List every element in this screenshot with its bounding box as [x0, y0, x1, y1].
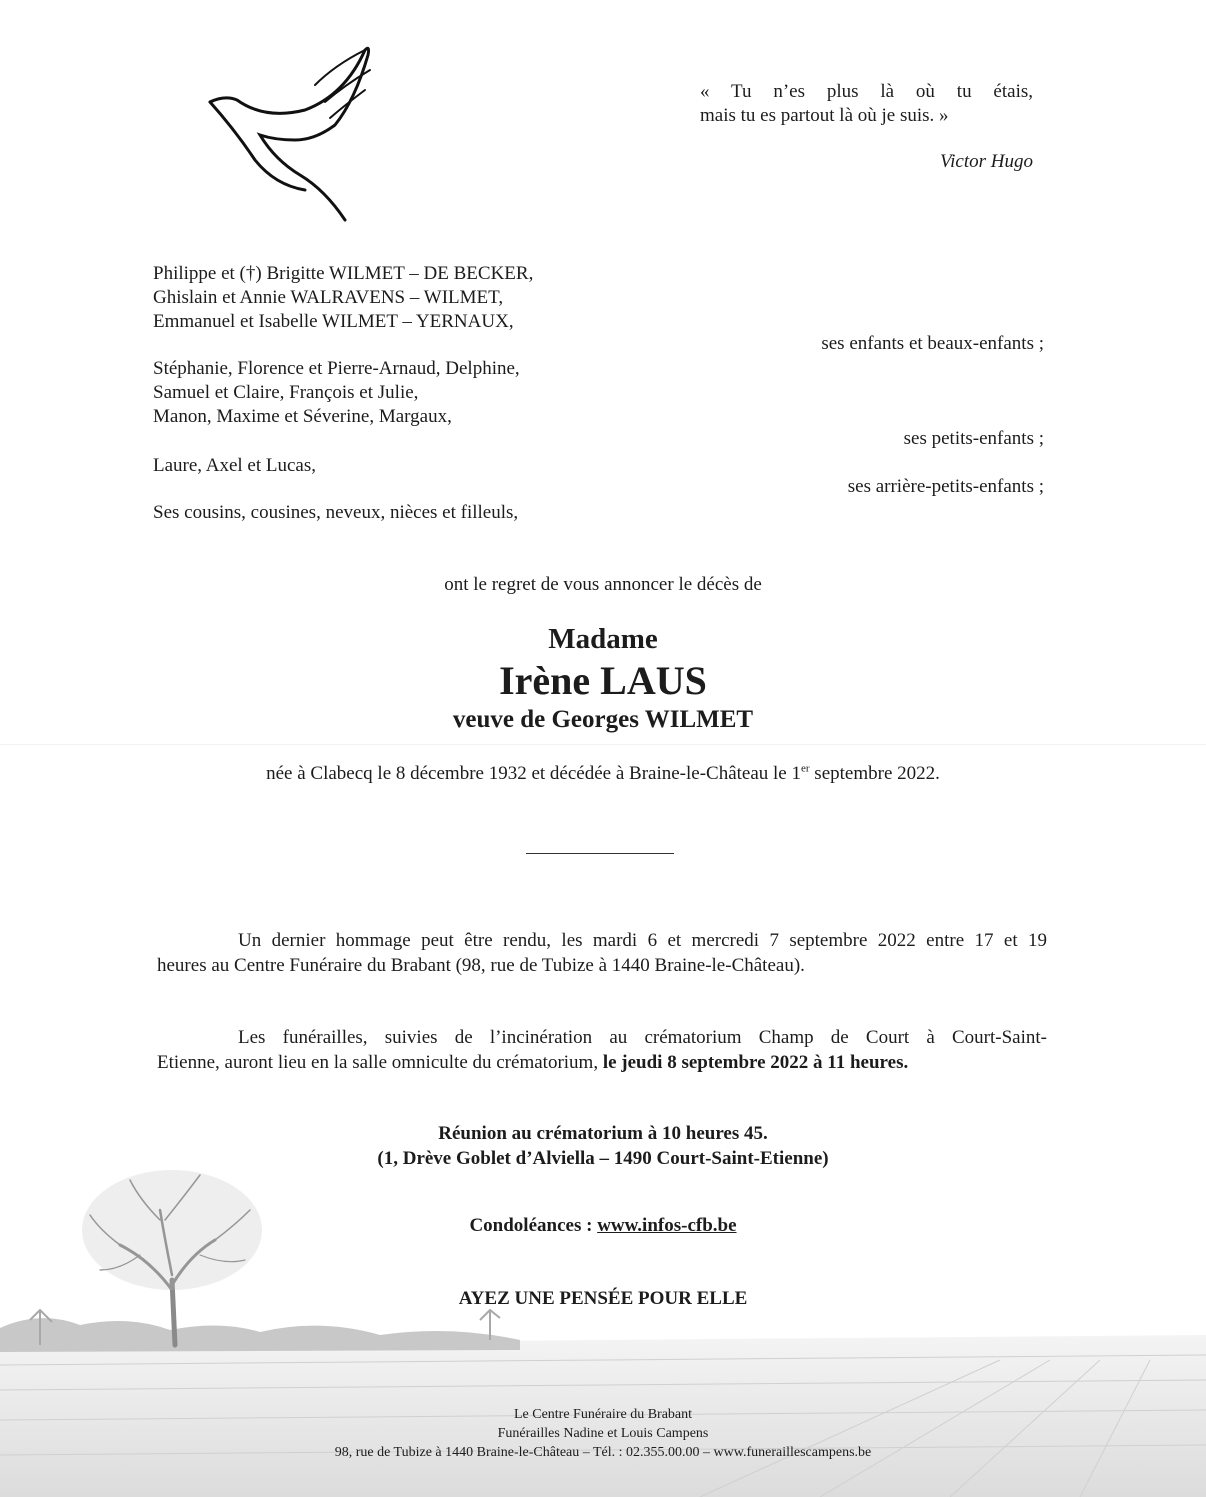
meeting-time: Réunion au crématorium à 10 heures 45. [438, 1123, 768, 1144]
deceased-name: Irène LAUS [499, 658, 707, 703]
great-grandchildren: Laure, Axel et Lucas, [153, 455, 317, 476]
divider-line [526, 853, 674, 854]
footer-line-1: Le Centre Funéraire du Brabant [513, 1407, 693, 1422]
condolences-link[interactable]: www.infos-cfb.be [597, 1215, 737, 1236]
grandchildren-relation: ses petits-enfants ; [903, 428, 1044, 449]
grandchild-line: Stéphanie, Florence et Pierre-Arnaud, Delphine, [153, 358, 520, 379]
child-line: Emmanuel et Isabelle WILMET – YERNAUX, [153, 311, 514, 332]
deceased-title: Madame [548, 623, 658, 655]
meeting-block [0, 1121, 1206, 1171]
grandchild-line: Manon, Maxime et Séverine, Margaux, [153, 406, 452, 427]
dates-text-end: septembre 2022. [809, 763, 940, 784]
deceased-widow-of: veuve de Georges WILMET [452, 706, 754, 733]
homage-paragraph [157, 928, 1047, 978]
child-line: Ghislain et Annie WALRAVENS – WILMET, [153, 287, 504, 308]
funeral-home-footer [0, 1405, 1206, 1462]
funeral-line-2-text: Etienne, auront lieu en la salle omniculte du crématorium, [157, 1052, 603, 1073]
child-line: Philippe et (†) Brigitte WILMET – DE BECKER, [153, 263, 534, 284]
funeral-line-2 [157, 1050, 1047, 1075]
closing-motto: AYEZ UNE PENSÉE POUR ELLE [458, 1288, 748, 1309]
page-fold-line [0, 744, 1206, 745]
condolences-label: Condoléances : [469, 1215, 598, 1236]
dates-text: née à Clabecq le 8 décembre 1932 et décédée à Braine-le-Château le 1 [266, 763, 801, 784]
birth-death-dates [0, 762, 1206, 786]
quote-author: Victor Hugo [939, 151, 1033, 172]
meeting-address: (1, Drève Goblet d’Alviella – 1490 Court-Saint-Etienne) [377, 1148, 829, 1169]
quote-line-1: « Tu n’es plus là où tu étais, [700, 81, 1033, 102]
funeral-line-1: Les funérailles, suivies de l’incinération au crématorium Champ de Court à Court-Saint- [238, 1027, 1047, 1048]
great-grandchildren-relation: ses arrière-petits-enfants ; [847, 476, 1044, 497]
homage-line-1: Un dernier hommage peut être rendu, les mardi 6 et mercredi 7 septembre 2022 entre 17 et 19 [238, 930, 1047, 951]
quote-line-2: mais tu es partout là où je suis. » [700, 105, 949, 126]
children-list [153, 262, 533, 334]
footer-line-2: Funérailles Nadine et Louis Campens [497, 1426, 709, 1441]
grandchild-line: Samuel et Claire, François et Julie, [153, 382, 419, 403]
quote-block [700, 80, 1033, 174]
funeral-date-time: le jeudi 8 septembre 2022 à 11 heures. [602, 1052, 909, 1073]
homage-line-2: heures au Centre Funéraire du Brabant (98, rue de Tubize à 1440 Braine-le-Château). [157, 955, 805, 976]
dates-ordinal: er [801, 762, 810, 775]
deceased-block [0, 620, 1206, 736]
dove-icon [205, 40, 380, 230]
announcement-text: ont le regret de vous annoncer le décès de [444, 574, 762, 595]
funeral-paragraph [157, 1025, 1047, 1075]
condolences-line [0, 1215, 1206, 1237]
other-relatives: Ses cousins, cousines, neveux, nièces et filleuls, [153, 502, 519, 523]
grandchildren-list [153, 357, 520, 429]
children-relation: ses enfants et beaux-enfants ; [821, 333, 1044, 354]
footer-line-3: 98, rue de Tubize à 1440 Braine-le-Château – Tél. : 02.355.00.00 – www.funeraillescampens.be [334, 1445, 872, 1460]
